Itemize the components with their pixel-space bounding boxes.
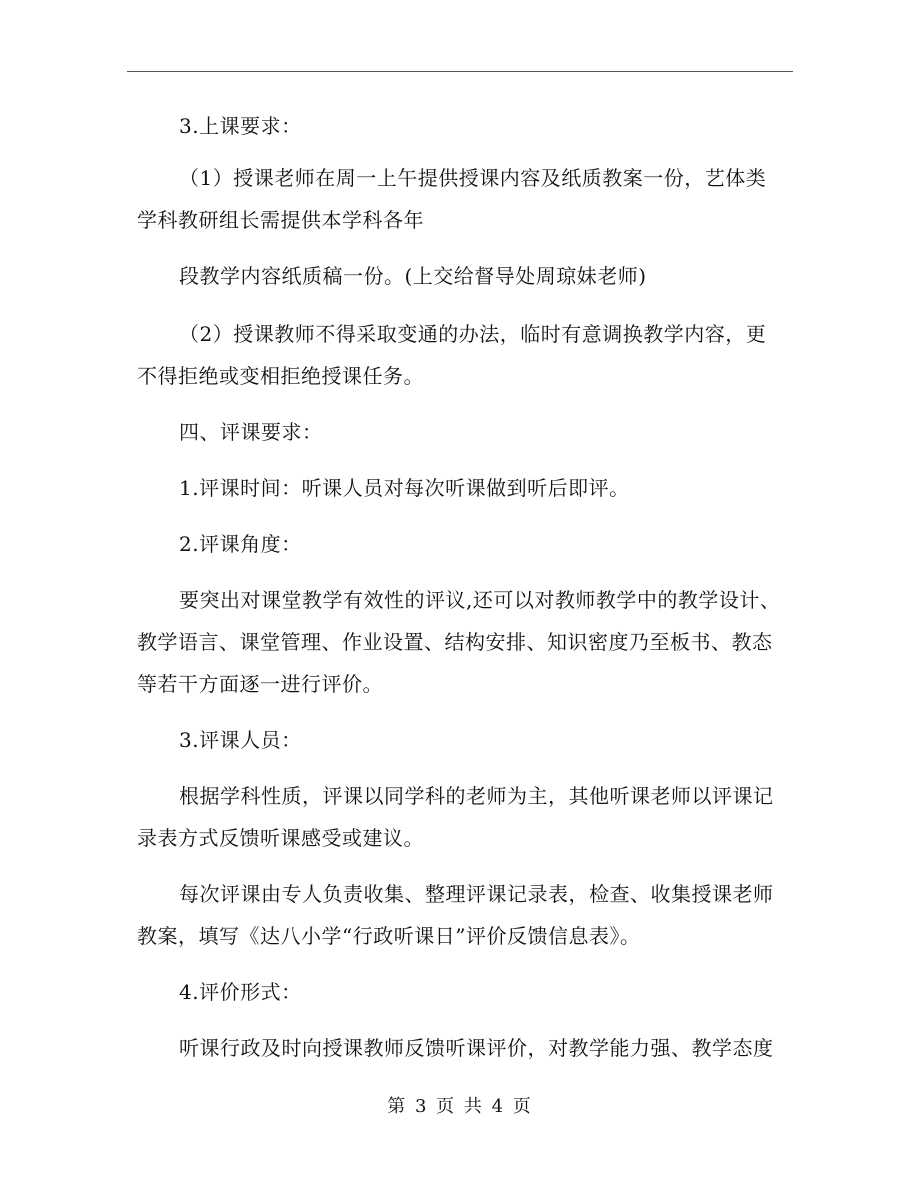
- text-line: 2.评课角度：: [179, 532, 302, 556]
- text-line: 录表方式反馈听课感受或建议。: [137, 826, 424, 850]
- text-line: 不得拒绝或变相拒绝授课任务。: [137, 364, 424, 388]
- text-line: 学科教研组长需提供本学科各年: [137, 208, 424, 232]
- text-line: 教学语言、课堂管理、作业设置、结构安排、知识密度乃至板书、教态: [137, 630, 773, 654]
- text-line: 段教学内容纸质稿一份。(上交给督导处周琼妹老师): [179, 264, 647, 288]
- text-line: 根据学科性质，评课以同学科的老师为主，其他听课老师以评课记: [179, 784, 774, 808]
- section-heading: 四、评课要求：: [179, 420, 323, 444]
- text-line: （2）授课教师不得采取变通的办法，临时有意调换教学内容，更: [179, 322, 767, 346]
- text-line: 3.上课要求：: [179, 114, 302, 138]
- header-rule: [127, 71, 793, 72]
- text-line: 4.评价形式：: [179, 980, 302, 1004]
- text-line: 教案，填写《达八小学“行政听课日”评价反馈信息表》。: [137, 924, 641, 948]
- text-line: 每次评课由专人负责收集、整理评课记录表，检查、收集授课老师: [179, 882, 774, 906]
- text-line: （1）授课老师在周一上午提供授课内容及纸质教案一份，艺体类: [179, 166, 767, 190]
- text-line: 3.评课人员：: [179, 728, 302, 752]
- text-line: 1.评课时间：听课人员对每次听课做到听后即评。: [179, 476, 630, 500]
- text-line: 等若干方面逐一进行评价。: [137, 672, 383, 696]
- text-line: 听课行政及时向授课教师反馈听课评价，对教学能力强、教学态度: [179, 1036, 774, 1060]
- text-line: 要突出对课堂教学有效性的评议,还可以对教师教学中的教学设计、: [179, 588, 781, 612]
- page-number: 第 3 页 共 4 页: [387, 1096, 533, 1117]
